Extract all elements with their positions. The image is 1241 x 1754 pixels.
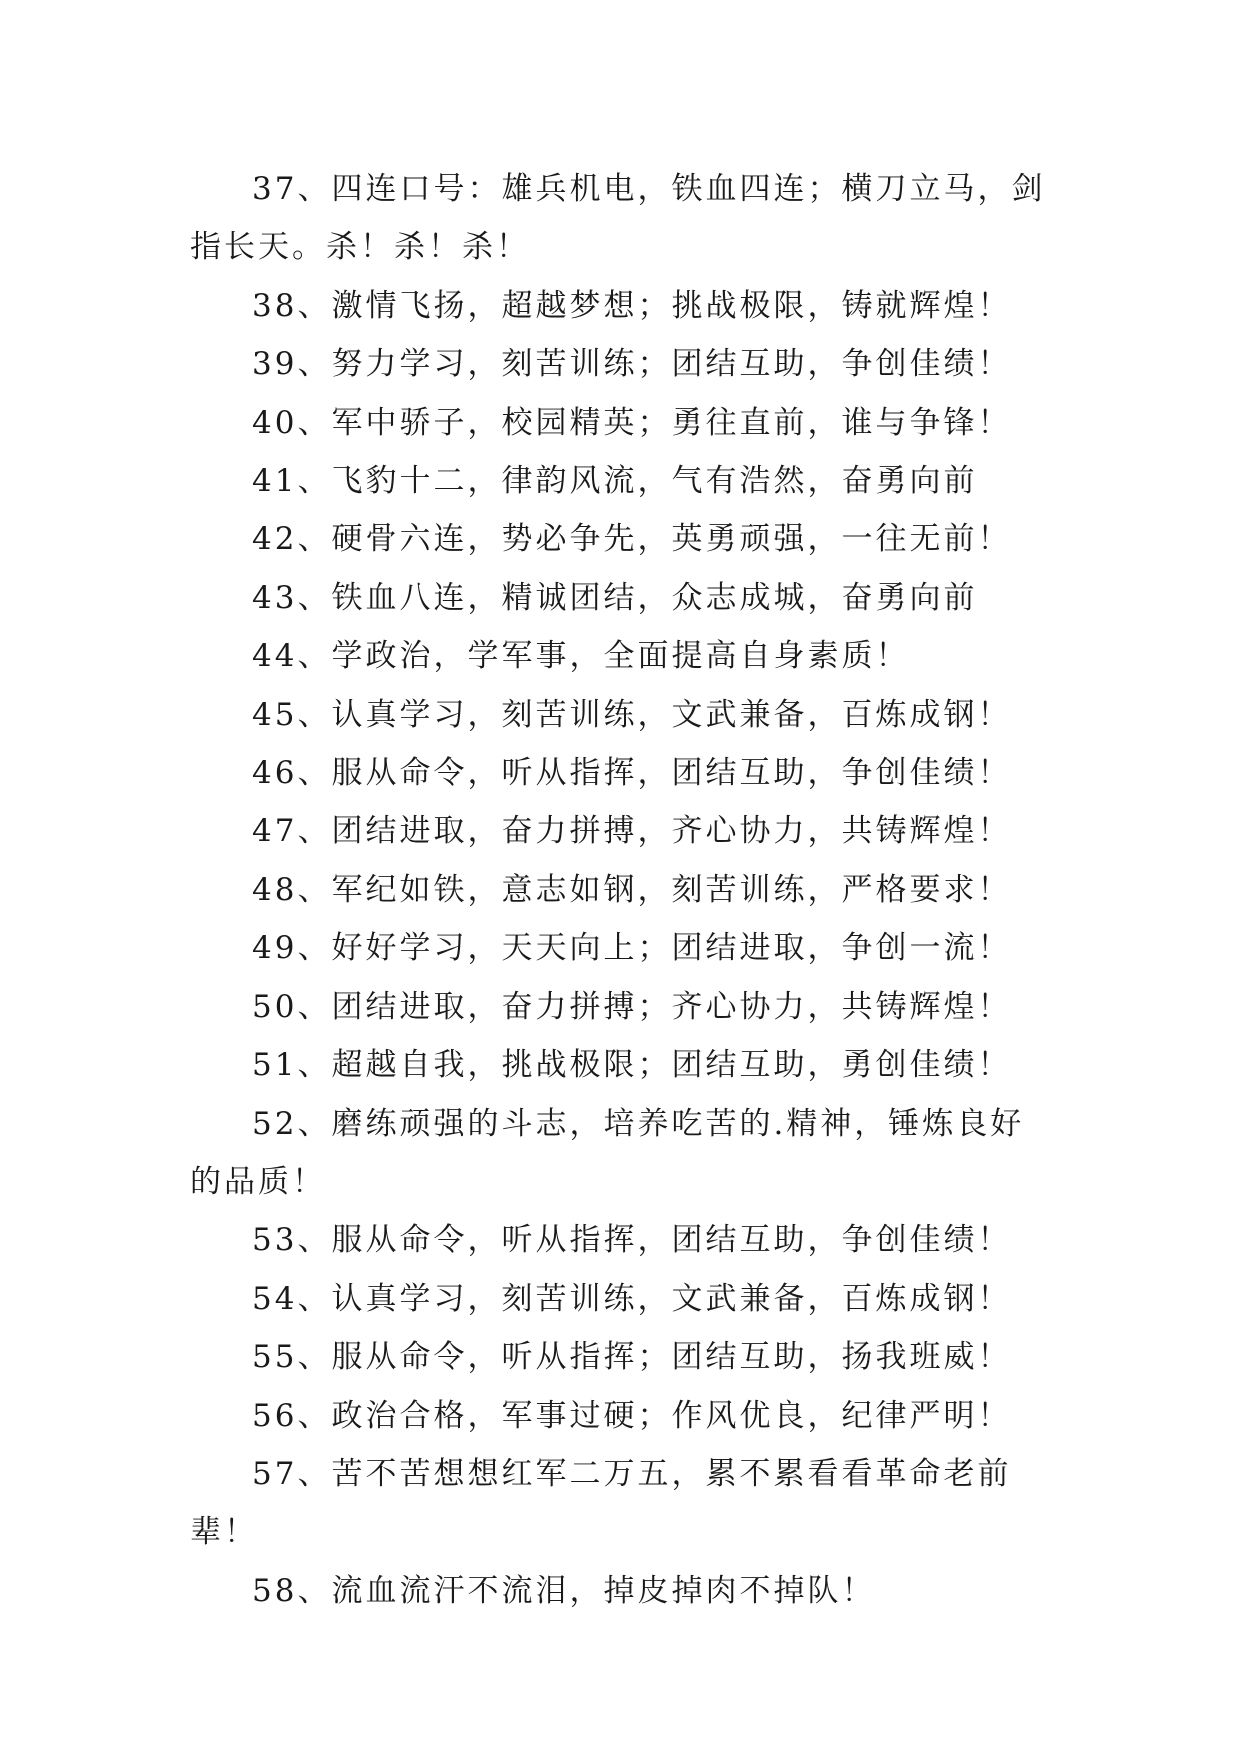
slogan-item-42: 42、硬骨六连，势必争先，英勇顽强，一往无前！ — [252, 521, 1012, 558]
slogan-item-45: 45、认真学习，刻苦训练，文武兼备，百炼成钢！ — [252, 696, 1012, 733]
slogan-item-50: 50、团结进取，奋力拼搏；齐心协力，共铸辉煌！ — [252, 988, 1012, 1025]
slogan-item-37: 37、四连口号：雄兵机电，铁血四连；横刀立马，剑指长天。杀！杀！杀！ — [190, 171, 1046, 266]
slogan-list — [190, 160, 1052, 1620]
slogan-item-49: 49、好好学习，天天向上；团结进取，争创一流！ — [252, 930, 1012, 967]
slogan-item-41: 41、飞豹十二，律韵风流，气有浩然，奋勇向前 — [252, 463, 978, 500]
slogan-item-52: 52、磨练顽强的斗志，培养吃苦的.精神，锤炼良好的品质！ — [190, 1105, 1025, 1200]
slogan-item-57: 57、苦不苦想想红军二万五，累不累看看革命老前辈！ — [190, 1455, 1012, 1551]
slogan-item-55: 55、服从命令，听从指挥；团结互助，扬我班威！ — [252, 1339, 1012, 1376]
slogan-item-40: 40、军中骄子，校园精英；勇往直前，谁与争锋！ — [252, 404, 1012, 441]
slogan-item-48: 48、军纪如铁，意志如钢，刻苦训练，严格要求！ — [252, 871, 1012, 908]
slogan-item-47: 47、团结进取，奋力拼搏，齐心协力，共铸辉煌！ — [252, 813, 1012, 850]
slogan-item-46: 46、服从命令，听从指挥，团结互助，争创佳绩！ — [252, 755, 1012, 792]
slogan-item-58: 58、流血流汗不流泪，掉皮掉肉不掉队！ — [252, 1572, 876, 1609]
slogan-item-54: 54、认真学习，刻苦训练，文武兼备，百炼成钢！ — [252, 1280, 1012, 1317]
slogan-item-44: 44、学政治，学军事，全面提高自身素质！ — [252, 638, 910, 675]
slogan-item-51: 51、超越自我，挑战极限；团结互助，勇创佳绩！ — [252, 1047, 1012, 1084]
slogan-item-53: 53、服从命令，听从指挥，团结互助，争创佳绩！ — [252, 1222, 1012, 1259]
slogan-item-43: 43、铁血八连，精诚团结，众志成城，奋勇向前 — [252, 579, 978, 616]
slogan-item-56: 56、政治合格，军事过硬；作风优良，纪律严明！ — [252, 1397, 1012, 1434]
slogan-item-39: 39、努力学习，刻苦训练；团结互助，争创佳绩！ — [252, 346, 1012, 383]
slogan-item-38: 38、激情飞扬，超越梦想；挑战极限，铸就辉煌！ — [252, 287, 1012, 324]
